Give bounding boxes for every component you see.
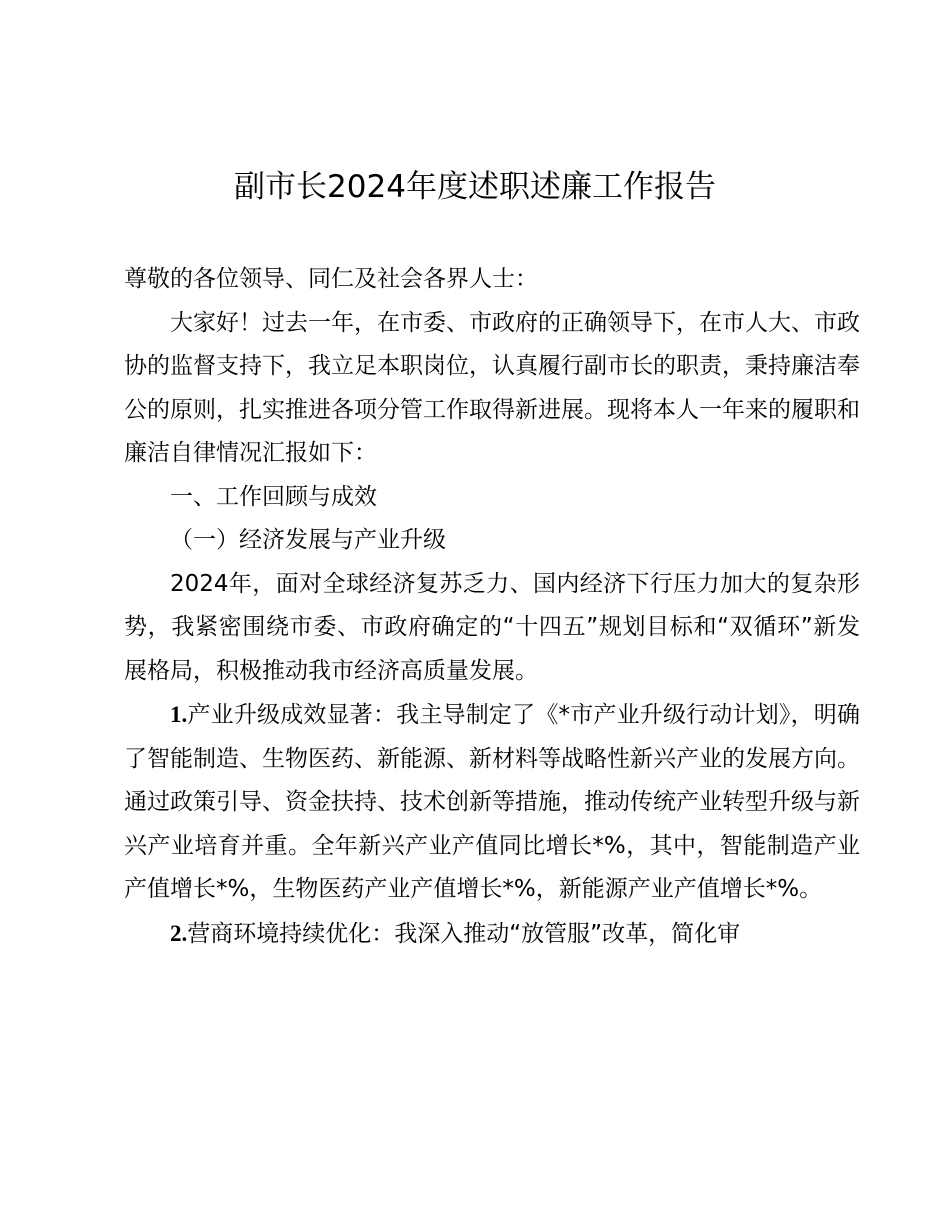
item-1-paragraph [124, 693, 860, 912]
economy-paragraph: 2024年，面对全球经济复苏乏力、国内经济下行压力加大的复杂形势，我紧密围绕市委、市政府确定的“十四五”规划目标和“双循环”新发展格局，积极推动我市经济高质量发展。 [124, 570, 860, 684]
item-2-paragraph [124, 912, 860, 957]
item-1-number: 1. [170, 702, 188, 727]
subsection-heading-1: （一）经济发展与产业升级 [170, 527, 446, 553]
salutation: 尊敬的各位领导、同仁及社会各界人士： [124, 266, 538, 292]
intro-paragraph: 大家好！过去一年，在市委、市政府的正确领导下，在市人大、市政协的监督支持下，我立足本职岗位，认真履行副市长的职责，秉持廉洁奉公的原则，扎实推进各项分管工作取得新进展。现将本人一年来的履职和廉洁自律情况汇报如下： [124, 309, 860, 466]
document-title: 副市长2024年度述职述廉工作报告 [234, 169, 716, 205]
item-2-number: 2. [170, 920, 188, 946]
section-heading-1: 一、工作回顾与成效 [170, 483, 377, 510]
item-1-text: 产业升级成效显著：我主导制定了《*市产业升级行动计划》，明确了智能制造、生物医药、新能源、新材料等战略性新兴产业的发展方向。通过政策引导、资金扶持、技术创新等措施，推动传统产业转型升级与新兴产业培育并重。全年新兴产业产值同比增长*%，其中，智能制造产业产值增长*%，生物医药产业产值增长*%，新能源产业产值增长*%。 [124, 702, 860, 902]
item-2-text: 营商环境持续优化：我深入推动“放管服”改革，简化审 [187, 920, 741, 947]
document-body [124, 258, 860, 956]
